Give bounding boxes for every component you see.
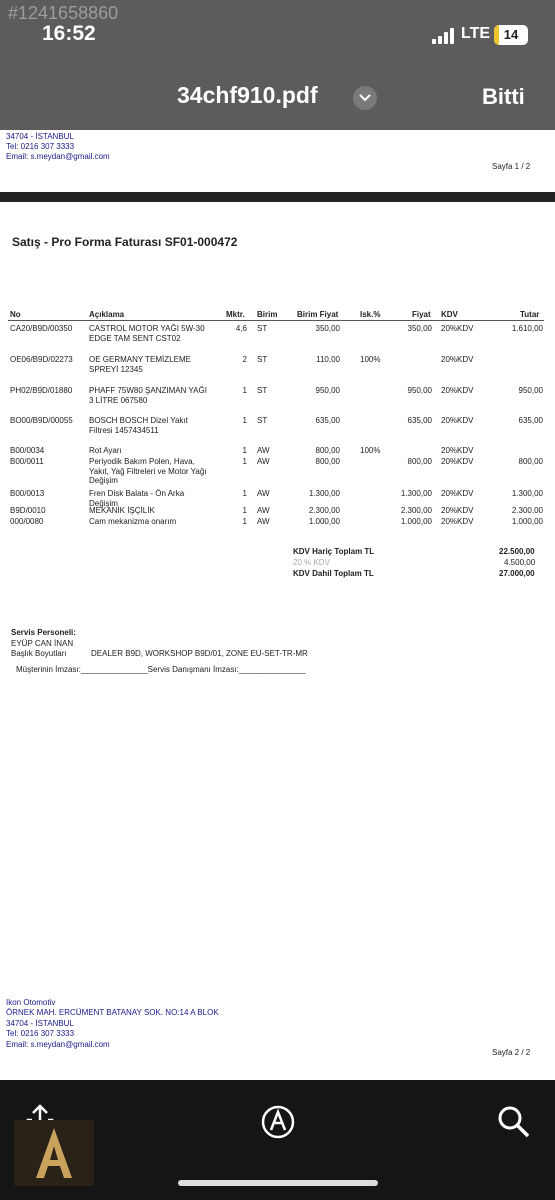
cell-qty: 1 bbox=[242, 457, 247, 466]
col-header-discount: Isk.% bbox=[360, 310, 381, 319]
phone-line: Tel: 0216 307 3333 bbox=[6, 142, 75, 151]
cell-desc: Fren Disk Balata - Ön Arka Değişim bbox=[89, 489, 185, 508]
company-city: 34704 - İSTANBUL bbox=[6, 1019, 74, 1028]
signature-lines: Müşterinin İmzası:_______________Servis Danışmanı İmzası:_______________ bbox=[16, 665, 306, 674]
cell-vat: 20%KDV bbox=[441, 457, 474, 466]
cell-vat: 20%KDV bbox=[441, 324, 474, 333]
col-header-qty: Mktr. bbox=[226, 310, 245, 319]
vat-label: 20 % KDV bbox=[293, 558, 330, 567]
cell-price: 1.300,00 bbox=[400, 489, 432, 498]
cell-no: B00/0011 bbox=[10, 457, 44, 466]
signal-icon bbox=[432, 28, 456, 44]
cell-unit: ST bbox=[257, 355, 268, 364]
cell-qty: 4,6 bbox=[235, 324, 247, 333]
col-header-unit: Birim bbox=[257, 310, 278, 319]
cell-price: 2.300,00 bbox=[400, 506, 432, 515]
invoice-title: Satış - Pro Forma Faturası SF01-000472 bbox=[12, 235, 238, 249]
cell-price: 635,00 bbox=[407, 416, 432, 425]
chevron-down-icon[interactable] bbox=[353, 86, 377, 110]
battery-icon bbox=[494, 25, 528, 45]
page-number: Sayfa 1 / 2 bbox=[492, 162, 531, 171]
status-time: 16:52 bbox=[42, 22, 96, 45]
address-line: 34704 - İSTANBUL bbox=[6, 132, 74, 141]
cell-qty: 1 bbox=[242, 446, 247, 455]
pdf-page-1 bbox=[0, 130, 555, 192]
cell-vat: 20%KDV bbox=[441, 416, 474, 425]
cell-qty: 2 bbox=[242, 355, 247, 364]
cell-unit: ST bbox=[257, 324, 268, 333]
cell-no: OE06/B9D/02273 bbox=[10, 355, 73, 364]
cell-total: 1.000,00 bbox=[511, 517, 543, 526]
watermark-text: #1241658860 bbox=[8, 3, 119, 23]
service-person: EYÜP CAN İNAN bbox=[11, 639, 74, 648]
battery-percent: 14 bbox=[503, 27, 519, 42]
cell-vat: 20%KDV bbox=[441, 355, 474, 364]
cell-price: 950,00 bbox=[407, 386, 432, 395]
cell-unit-price: 1.000,00 bbox=[308, 517, 340, 526]
cell-price: 350,00 bbox=[407, 324, 432, 333]
cell-total: 800,00 bbox=[518, 457, 543, 466]
cell-unit: AW bbox=[257, 457, 270, 466]
cell-unit-price: 800,00 bbox=[315, 446, 340, 455]
cell-no: BO00/B9D/00055 bbox=[10, 416, 73, 425]
col-header-total: Tutar bbox=[520, 310, 540, 319]
cell-unit: AW bbox=[257, 489, 270, 498]
col-header-vat: KDV bbox=[441, 310, 458, 319]
cell-qty: 1 bbox=[242, 386, 247, 395]
dims-value: DEALER B9D, WORKSHOP B9D/01, ZONE EU-SET-TR-MR bbox=[91, 649, 308, 658]
cell-desc: PHAFF 75W80 ŞANZIMAN YAĞI 3 LİTRE 067580 bbox=[89, 386, 207, 405]
cell-unit-price: 110,00 bbox=[316, 355, 340, 364]
cell-desc: OE GERMANY TEMİZLEME SPREYİ 12345 bbox=[89, 355, 191, 374]
cell-disc: 100% bbox=[360, 446, 381, 455]
total-value-excl: 22.500,00 bbox=[499, 547, 535, 556]
cell-unit: AW bbox=[257, 517, 270, 526]
cell-vat: 20%KDV bbox=[441, 489, 474, 498]
total-value-incl: 27.000,00 bbox=[499, 569, 535, 578]
cell-no: CA20/B9D/00350 bbox=[10, 324, 73, 333]
cell-unit: ST bbox=[257, 386, 268, 395]
cell-desc: CASTROL MOTOR YAĞI 5W-30 EDGE TAM SENT CST02 bbox=[89, 324, 205, 343]
search-icon[interactable] bbox=[494, 1102, 534, 1142]
cell-unit-price: 800,00 bbox=[315, 457, 340, 466]
vat-value: 4.500,00 bbox=[504, 558, 536, 567]
cell-desc: BOSCH BOSCH Dizel Yakıt Filtresi 1457434511 bbox=[89, 416, 188, 435]
cell-unit: AW bbox=[257, 446, 270, 455]
dims-label: Başlık Boyutları bbox=[11, 649, 67, 658]
cell-no: B9D/0010 bbox=[10, 506, 46, 515]
cell-total: 1.610,00 bbox=[511, 324, 543, 333]
cell-price: 1.000,00 bbox=[400, 517, 432, 526]
cell-no: PH02/B9D/01880 bbox=[10, 386, 73, 395]
document-title[interactable]: 34chf910.pdf bbox=[177, 82, 318, 108]
network-type: LTE bbox=[461, 25, 491, 42]
top-bar bbox=[0, 0, 555, 130]
cell-vat: 20%KDV bbox=[441, 386, 474, 395]
cell-qty: 1 bbox=[242, 506, 247, 515]
header-rule bbox=[8, 320, 544, 321]
total-label-excl: KDV Hariç Toplam TL bbox=[293, 547, 375, 556]
cell-unit: ST bbox=[257, 416, 268, 425]
cell-desc: Rot Ayarı bbox=[89, 446, 122, 455]
cell-total: 950,00 bbox=[518, 386, 543, 395]
cell-qty: 1 bbox=[242, 489, 247, 498]
done-button[interactable]: Bitti bbox=[482, 84, 525, 109]
home-indicator[interactable] bbox=[178, 1180, 378, 1186]
cell-unit: AW bbox=[257, 506, 270, 515]
cell-no: 000/0080 bbox=[10, 517, 44, 526]
cell-qty: 1 bbox=[242, 416, 247, 425]
col-header-price: Fiyat bbox=[412, 310, 431, 319]
total-label-incl: KDV Dahil Toplam TL bbox=[293, 569, 374, 578]
cell-vat: 20%KDV bbox=[441, 506, 474, 515]
cell-desc: MEKANİK İŞÇİLİK bbox=[89, 506, 155, 515]
cell-disc: 100% bbox=[360, 355, 381, 364]
cell-no: B00/0034 bbox=[10, 446, 45, 455]
page-separator bbox=[0, 192, 555, 202]
cell-total: 635,00 bbox=[518, 416, 543, 425]
page-number: Sayfa 2 / 2 bbox=[492, 1048, 531, 1057]
col-header-desc: Açıklama bbox=[89, 310, 125, 319]
markup-icon[interactable] bbox=[258, 1102, 298, 1142]
col-header-no: No bbox=[10, 310, 21, 319]
cell-unit-price: 350,00 bbox=[315, 324, 340, 333]
cell-unit-price: 635,00 bbox=[315, 416, 340, 425]
cell-total: 2.300,00 bbox=[511, 506, 543, 515]
cell-desc: Periyodik Bakım Polen, Hava, Yakıt, Yağ Filtreleri ve Motor Yağı Değişim bbox=[89, 457, 207, 485]
email-line: Email: s.meydan@gmail.com bbox=[6, 152, 110, 161]
company-address: ÖRNEK MAH. ERCÜMENT BATANAY SOK. NO:14 A BLOK bbox=[6, 1008, 219, 1017]
cell-unit-price: 1.300,00 bbox=[308, 489, 340, 498]
service-heading: Servis Personeli: bbox=[11, 628, 76, 637]
cell-vat: 20%KDV bbox=[441, 446, 474, 455]
cell-unit-price: 2.300,00 bbox=[308, 506, 340, 515]
company-email: Email: s.meydan@gmail.com bbox=[6, 1040, 110, 1049]
avatar-image bbox=[14, 1120, 94, 1186]
company-phone: Tel: 0216 307 3333 bbox=[6, 1029, 75, 1038]
cell-desc: Cam mekanizma onarım bbox=[89, 517, 177, 526]
cell-total: 1.300,00 bbox=[511, 489, 543, 498]
company-name: Ikon Otomotiv bbox=[6, 998, 56, 1007]
cell-vat: 20%KDV bbox=[441, 517, 474, 526]
cell-price: 800,00 bbox=[407, 457, 432, 466]
cell-unit-price: 950,00 bbox=[315, 386, 340, 395]
cell-no: B00/0013 bbox=[10, 489, 45, 498]
col-header-unit-price: Birim Fiyat bbox=[297, 310, 339, 319]
pdf-page-2 bbox=[0, 202, 555, 1080]
cell-qty: 1 bbox=[242, 517, 247, 526]
